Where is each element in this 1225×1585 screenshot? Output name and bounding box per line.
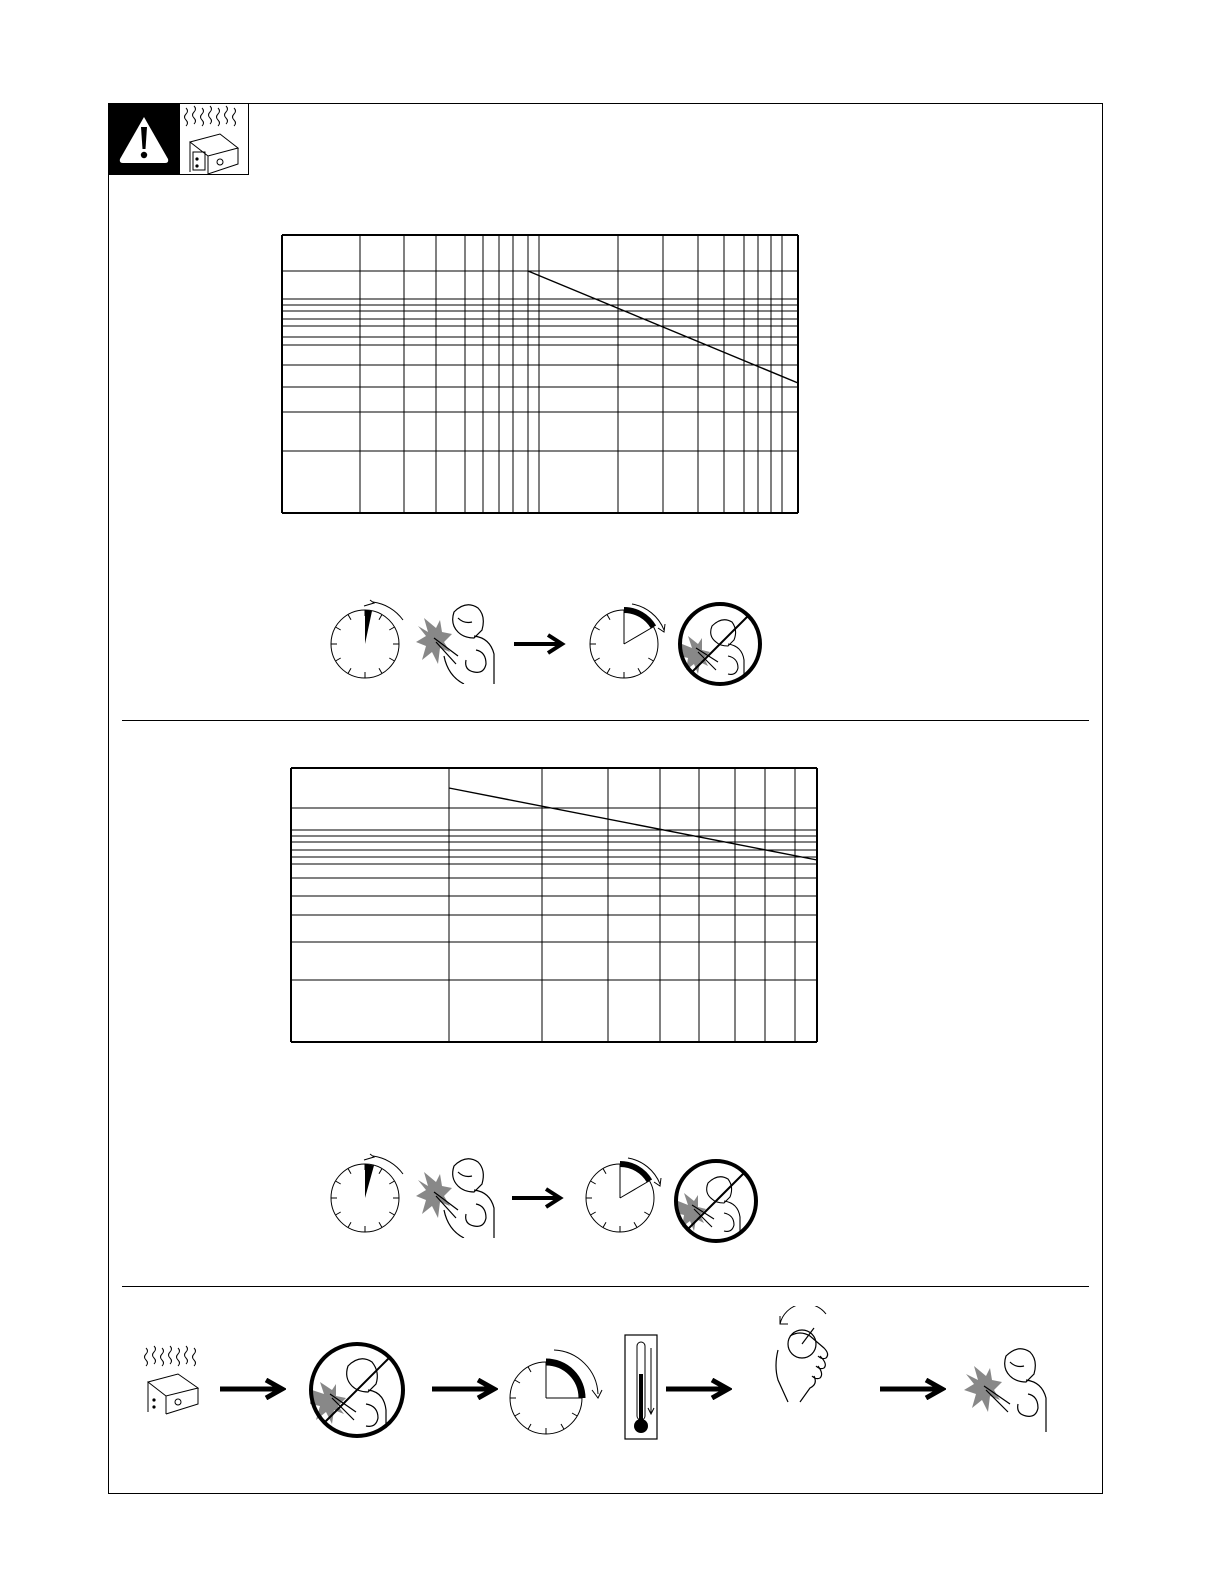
welder-welding-icon	[414, 1152, 500, 1238]
cooling-clock-icon	[586, 598, 676, 684]
arrow-right-icon	[512, 1187, 564, 1209]
duty-cycle-chart-grid-b	[290, 767, 820, 1045]
cooling-clock-icon	[506, 1340, 606, 1440]
arrow-right-icon	[432, 1378, 498, 1400]
duty-cycle-clock-icon	[326, 598, 412, 684]
arrow-right-icon	[666, 1378, 732, 1400]
no-welding-icon	[676, 600, 764, 688]
duty-cycle-curve	[449, 788, 817, 860]
cooling-clock-icon	[582, 1152, 672, 1238]
section-divider-1	[122, 720, 1089, 721]
arrow-right-icon	[514, 633, 566, 655]
reduce-setting-knob-icon	[770, 1306, 844, 1406]
hot-welding-machine-icon	[140, 1344, 212, 1416]
arrow-right-icon	[880, 1378, 946, 1400]
welder-welding-icon	[962, 1340, 1054, 1432]
hot-welding-machine-icon	[179, 103, 249, 175]
section-divider-2	[122, 1286, 1089, 1287]
no-welding-icon	[306, 1340, 408, 1440]
duty-cycle-clock-icon	[326, 1152, 412, 1238]
welder-welding-icon	[414, 598, 500, 684]
thermometer-falling-icon	[622, 1334, 662, 1442]
duty-cycle-chart-grid-a	[281, 234, 801, 516]
warning-triangle-icon	[108, 103, 180, 175]
no-welding-icon	[672, 1157, 760, 1245]
arrow-right-icon	[220, 1378, 286, 1400]
